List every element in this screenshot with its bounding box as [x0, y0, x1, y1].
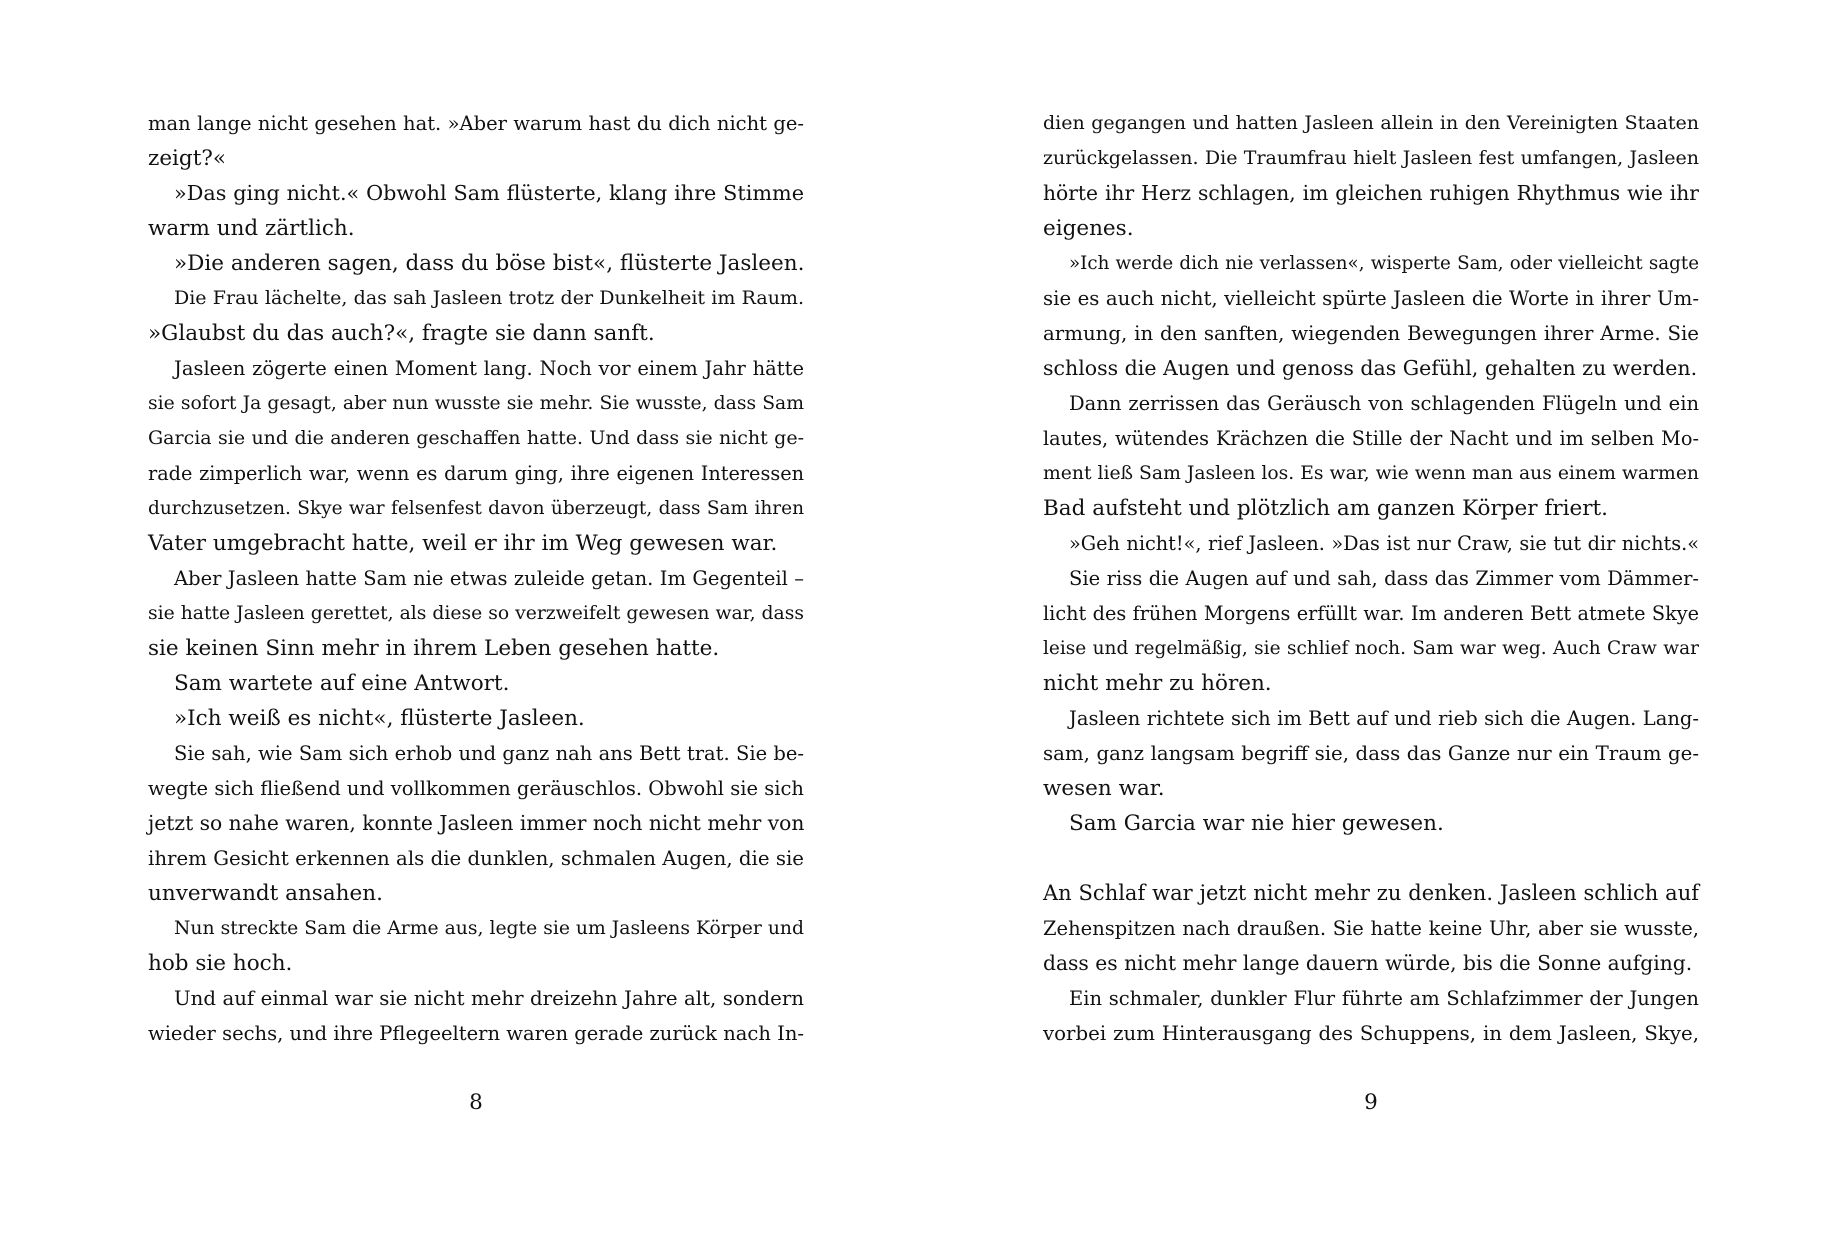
page-number-left: 8	[469, 1090, 483, 1115]
text-line: warm und zärtlich.	[148, 216, 355, 241]
text-line: ment ließ Sam Jasleen los. Es war, wie wenn man aus einem warmen	[1043, 463, 1699, 484]
text-line: sam, ganz langsam begriff sie, dass das Ganze nur ein Traum ge-	[1043, 742, 1699, 765]
text-line: Sam Garcia war nie hier gewesen.	[1069, 811, 1444, 836]
text-line: dass es nicht mehr lange dauern würde, bis die Sonne aufging.	[1043, 951, 1693, 975]
text-line: Bad aufsteht und plötzlich am ganzen Körper friert.	[1043, 496, 1608, 521]
text-line: sie sofort Ja gesagt, aber nun wusste sie mehr. Sie wusste, dass Sam	[148, 393, 804, 414]
right-page-text	[1043, 106, 1699, 1051]
text-line: unverwandt ansahen.	[148, 881, 383, 906]
text-line: Und auf einmal war sie nicht mehr dreizehn Jahre alt, sondern	[174, 987, 804, 1010]
text-line: schloss die Augen und genoss das Gefühl, gehalten zu werden.	[1043, 356, 1698, 380]
text-line: Ein schmaler, dunkler Flur führte am Schlafzimmer der Jungen	[1069, 987, 1699, 1010]
left-page-text	[148, 106, 804, 1051]
text-line: jetzt so nahe waren, konnte Jasleen immer noch nicht mehr von	[148, 811, 805, 835]
text-line: eigenes.	[1043, 216, 1134, 241]
text-line: man lange nicht gesehen hat. »Aber warum hast du dich nicht ge-	[148, 112, 804, 135]
text-line: Dann zerrissen das Geräusch von schlagenden Flügeln und ein	[1069, 392, 1699, 415]
text-line: wegte sich fließend und vollkommen geräuschlos. Obwohl sie sich	[148, 777, 804, 800]
text-line: zurückgelassen. Die Traumfrau hielt Jasleen fest umfangen, Jasleen	[1043, 147, 1699, 169]
text-line: leise und regelmäßig, sie schlief noch. Sam war weg. Auch Craw war	[1043, 638, 1699, 659]
text-line: »Glaubst du das auch?«, fragte sie dann sanft.	[148, 321, 655, 346]
text-line: zeigt?«	[148, 146, 227, 171]
text-line: Vater umgebracht hatte, weil er ihr im Weg gewesen war.	[148, 531, 778, 556]
text-line: Jasleen richtete sich im Bett auf und rieb sich die Augen. Lang-	[1069, 707, 1699, 730]
text-line: wesen war.	[1043, 776, 1165, 801]
text-line: hörte ihr Herz schlagen, im gleichen ruhigen Rhythmus wie ihr	[1043, 181, 1699, 205]
text-line: sie keinen Sinn mehr in ihrem Leben gesehen hatte.	[148, 636, 720, 661]
text-line: Garcia sie und die anderen geschaffen hatte. Und dass sie nicht ge-	[148, 427, 804, 449]
page-number-right: 9	[1364, 1090, 1378, 1115]
text-line: »Geh nicht!«, rief Jasleen. »Das ist nur Craw, sie tut dir nichts.«	[1069, 532, 1699, 555]
text-line: rade zimperlich war, wenn es darum ging, ihre eigenen Interessen	[148, 462, 804, 485]
text-line: hob sie hoch.	[148, 951, 293, 976]
text-line: wieder sechs, und ihre Pflegeeltern waren gerade zurück nach In-	[148, 1022, 804, 1045]
text-line: armung, in den sanften, wiegenden Bewegungen ihrer Arme. Sie	[1043, 322, 1699, 345]
text-line: sie hatte Jasleen gerettet, als diese so verzweifelt gewesen war, dass	[148, 603, 804, 624]
text-line: dien gegangen und hatten Jasleen allein in den Vereinigten Staaten	[1043, 112, 1699, 134]
text-line: sie es auch nicht, vielleicht spürte Jasleen die Worte in ihrer Um-	[1043, 287, 1699, 310]
text-line: Sie riss die Augen auf und sah, dass das Zimmer vom Dämmer-	[1069, 567, 1699, 590]
text-line: »Die anderen sagen, dass du böse bist«, flüsterte Jasleen.	[174, 251, 805, 276]
text-line: Nun streckte Sam die Arme aus, legte sie um Jasleens Körper und	[174, 918, 804, 939]
text-line: ihrem Gesicht erkennen als die dunklen, schmalen Augen, die sie	[148, 847, 804, 870]
text-line: An Schlaf war jetzt nicht mehr zu denken. Jasleen schlich auf	[1043, 881, 1699, 905]
left-page	[148, 0, 804, 1240]
text-line: Zehenspitzen nach draußen. Sie hatte keine Uhr, aber sie wusste,	[1043, 917, 1699, 940]
text-line: vorbei zum Hinterausgang des Schuppens, in dem Jasleen, Skye,	[1043, 1022, 1699, 1045]
right-page	[1043, 0, 1699, 1240]
text-line: »Ich werde dich nie verlassen«, wisperte Sam, oder vielleicht sagte	[1069, 253, 1699, 274]
text-line: Sie sah, wie Sam sich erhob und ganz nah ans Bett trat. Sie be-	[174, 742, 804, 765]
text-line: licht des frühen Morgens erfüllt war. Im anderen Bett atmete Skye	[1043, 602, 1699, 625]
text-line: Aber Jasleen hatte Sam nie etwas zuleide getan. Im Gegenteil –	[174, 567, 804, 590]
text-line: lautes, wütendes Krächzen die Stille der Nacht und im selben Mo-	[1043, 427, 1699, 450]
text-line: Die Frau lächelte, das sah Jasleen trotz der Dunkelheit im Raum.	[174, 287, 804, 309]
text-line: durchzusetzen. Skye war felsenfest davon überzeugt, dass Sam ihren	[148, 498, 804, 519]
text-line: »Das ging nicht.« Obwohl Sam flüsterte, klang ihre Stimme	[174, 181, 804, 205]
text-line: Jasleen zögerte einen Moment lang. Noch vor einem Jahr hätte	[174, 357, 804, 380]
text-line: »Ich weiß es nicht«, flüsterte Jasleen.	[174, 706, 585, 731]
text-line: Sam wartete auf eine Antwort.	[174, 671, 510, 696]
text-line: nicht mehr zu hören.	[1043, 671, 1272, 696]
